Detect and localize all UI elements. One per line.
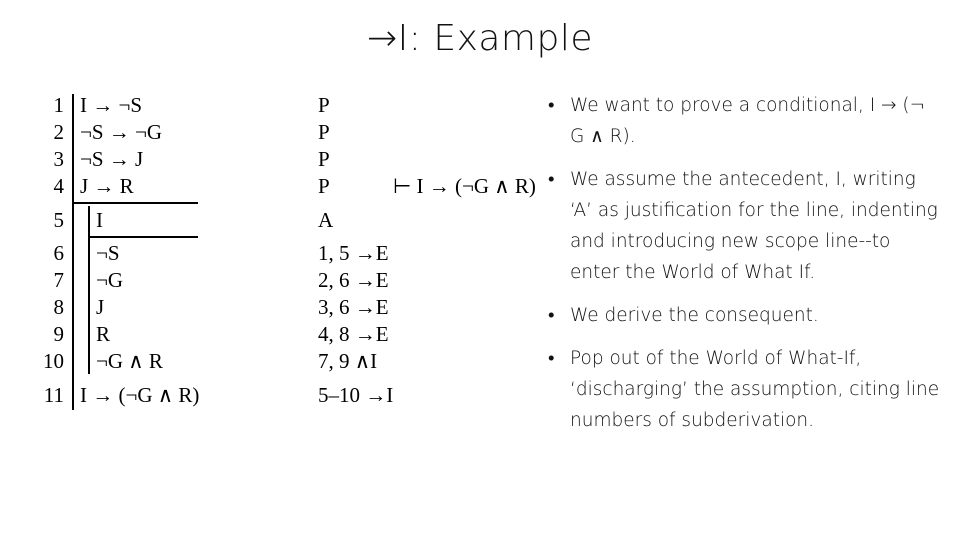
subderivation-scope-line (88, 206, 90, 374)
line-formula: I → (¬G ∧ R) (80, 383, 200, 407)
line-number: 5 (53, 208, 64, 232)
line-justification: 3, 6 →E (318, 295, 389, 319)
line-formula: ¬G (96, 268, 124, 292)
line-justification: P (318, 174, 330, 198)
line-number: 6 (53, 241, 64, 265)
bullet-text: Pop out of the World of What-If, ‘discharging’ the assumption, citing line numbers of subderivation. (570, 348, 940, 431)
line-justification: P (318, 147, 330, 171)
main-scope-line (72, 94, 74, 410)
bullet-item (548, 164, 943, 288)
line-justification: 1, 5 →E (318, 241, 389, 265)
bullet-text: We assume the antecedent, I, writing ‘A’ as justification for the line, indenting and introducing new scope line--to enter the World of What If. (570, 169, 938, 283)
line-number: 2 (53, 120, 64, 144)
line-formula: J → R (80, 174, 134, 198)
line-number: 4 (53, 174, 64, 198)
bullet-text: We derive the consequent. (570, 305, 819, 326)
line-number: 7 (53, 268, 64, 292)
line-justification: 2, 6 →E (318, 268, 389, 292)
bullet-marker: • (548, 348, 555, 369)
line-formula: I (96, 208, 103, 232)
line-justification: P (318, 93, 330, 117)
bullet-item (548, 343, 943, 436)
line-formula: ¬S → ¬G (80, 120, 163, 144)
line-formula: R (96, 322, 111, 346)
line-number: 11 (43, 383, 64, 407)
explanation-bullet-list (548, 90, 943, 448)
bullet-text: We want to prove a conditional, I → (¬ G ∧ R). (570, 95, 926, 147)
line-formula: ¬G ∧ R (96, 349, 163, 373)
line-justification: A (318, 208, 334, 232)
line-justification: 4, 8 →E (318, 322, 389, 346)
assumption-separator-line (88, 236, 198, 238)
bullet-marker: • (548, 95, 555, 116)
line-number: 3 (53, 147, 64, 171)
bullet-marker: • (548, 169, 555, 190)
line-formula: ¬S → J (80, 147, 144, 171)
line-number: 1 (53, 93, 64, 117)
line-number: 10 (43, 349, 64, 373)
line-justification: P (318, 120, 330, 144)
premise-separator-line (72, 202, 198, 204)
bullet-marker: • (548, 305, 555, 326)
line-formula: ¬S (96, 241, 120, 265)
line-justification: 7, 9 ∧I (318, 349, 378, 373)
slide-title: →I: Example (366, 18, 594, 59)
line-formula: I → ¬S (80, 93, 143, 117)
bullet-item (548, 90, 943, 152)
line-number: 8 (53, 295, 64, 319)
line-justification: 5–10 →I (318, 383, 394, 407)
bullet-item (548, 300, 943, 331)
line-number: 9 (53, 322, 64, 346)
proof-goal: ⊢ I → (¬G ∧ R) (393, 174, 536, 198)
line-formula: J (96, 295, 105, 319)
